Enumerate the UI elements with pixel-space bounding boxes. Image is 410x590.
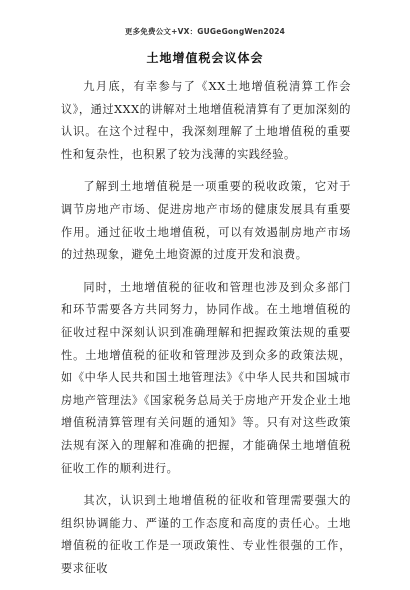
header-note: 更多免费公文+VX：GUGeGongWen2024	[124, 27, 286, 36]
paragraph-3: 同时，土地增值税的征收和管理也涉及到众多部门和环节需要各方共同努力，协同作战。在土地增值税的征收过程中深刻认识到准确理解和把握政策法规的重要性。土地增值税的征收和管理涉及到众多的政策法规，如《中华人民共和国土地管理法》《中华人民共和国城市房地产管理法》《国家税务总局关于房地产开发企业土地增值税清算管理有关问题的通知》等。只有对这些政策法规有深入的理解和准确的把握，才能确保土地增值税征收工作的顺利进行。	[61, 280, 351, 475]
paragraph-2: 了解到土地增值税是一项重要的税收政策，它对于调节房地产市场、促进房地产市场的健康发展具有重要作用。通过征收土地增值税，可以有效遏制房地产市场的过热现象，避免土地资源的过度开发和浪费。	[61, 180, 351, 262]
document-body	[61, 76, 351, 590]
document-title: 土地增值税会议体会	[146, 51, 264, 65]
paragraph-1: 九月底，有幸参与了《XX土地增值税清算工作会议》，通过XXX的讲解对土地增值税清算有了更加深刻的认识。在这个过程中，我深刻理解了土地增值税的重要性和复杂性，也积累了较为浅薄的实践经验。	[61, 80, 351, 161]
paragraph-4: 其次，认识到土地增值税的征收和管理需要强大的组织协调能力、严谨的工作态度和高度的责任心。土地增值税的征收工作是一项政策性、专业性很强的工作，要求征收	[61, 494, 351, 575]
